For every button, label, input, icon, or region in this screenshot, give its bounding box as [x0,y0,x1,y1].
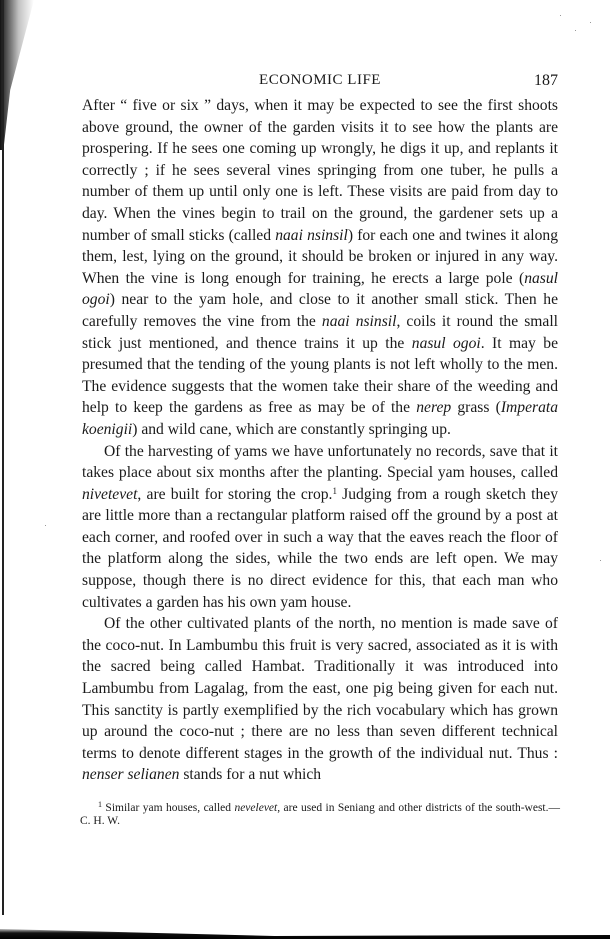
scan-speck [600,560,601,561]
text-run: Similar yam houses, called [102,802,235,814]
footnote-marker: 1 [98,800,102,809]
text-run: ) for each one and twines it along them, lest, lying on the ground, it should be broken or injured in any way. When the vine is long enough for training, he erects a large pole ( [82,226,558,287]
text-run: After “ five or six ” days, when it may be expected to see the first shoots above ground, the owner of the garden visits it to see how the plants are prospering. If he sees one coming up wrongly, he digs it up, and replants it correctly ; if he sees several vines springing from one tuber, he pulls a number of them up until only one is left. These visits are paid from day to day. When the vines begin to trail on the ground, the gardener sets up a number of small sticks (called [82,97,558,244]
page-header [82,72,558,94]
scan-speck [590,22,591,23]
binding-shadow [0,0,34,150]
italic-term: nenser selianen [82,766,180,784]
running-head: ECONOMIC LIFE [259,72,381,88]
italic-term: Imperata koenigii [82,399,558,438]
italic-term: nerep [416,399,452,417]
text-run: , are used in Seniang and other districts of the south-west.—C. H. W. [80,802,560,827]
page-bottom-edge [0,929,610,939]
italic-term: nevelevet [234,802,278,814]
text-run: Of the harvesting of yams we have unfortunately no records, save that it takes place about six months after the planting. Special yam houses, called [82,442,558,482]
text-run: Judging from a rough sketch they are little more than a rectangular platform raised off the ground by a post at each corner, and roofed over in such a way that the eaves reach the floor of the platform along the sides, while the two ends are left open. We may suppose, though there is no direct evidence for this, that each man who cultivates a garden has his own yam house. [82,485,558,611]
binding-edge [2,0,4,915]
scan-speck [575,30,576,31]
page-number: 187 [534,72,558,89]
scan-speck [560,15,561,16]
text-run: Of the other cultivated plants of the north, no mention is made save of the coco-nut. In Lambumbu this fruit is very sacred, associated as it is with the sacred being called Hambat. Traditionally it was introduced into Lambumbu from Lagalag, from the east, one pig being given for each nut. This sanctity is partly exemplified by the rich vocabulary which has grown up around the coco-nut ; there are no less than seven different technical terms to denote different stages in the growth of the individual nut. Thus : [82,615,558,762]
footnote-marker: 1 [332,485,337,496]
text-run: , coils it round the small stick just mentioned, and thence trains it up the [82,312,558,352]
paragraph [82,613,558,786]
italic-term: nasul ogoi [411,334,481,352]
text-run: ) near to the yam hole, and close to it another small stick. Then he carefully removes the vine from the [82,291,558,330]
text-run: stands for a nut which [179,766,322,784]
italic-term: naai nsinsil [321,312,397,330]
text-run: grass ( [451,399,501,417]
footnote [80,802,560,828]
italic-term: naai nsinsil [275,226,348,244]
scan-speck [45,525,46,526]
text-run: . It may be presumed that the tending of the young plants is not left wholly to the men. The evidence suggests that the women take their share of the weeding and help to keep the gardens as free as may be of the [82,334,559,417]
italic-term: nasul ogoi [82,269,558,309]
paragraph [82,441,558,614]
body-text [82,95,558,786]
text-run: , are built for storing the crop. [137,485,333,503]
paragraph [82,95,558,441]
italic-term: nivetevet [82,485,138,503]
text-run: ) and wild cane, which are constantly springing up. [132,420,451,438]
